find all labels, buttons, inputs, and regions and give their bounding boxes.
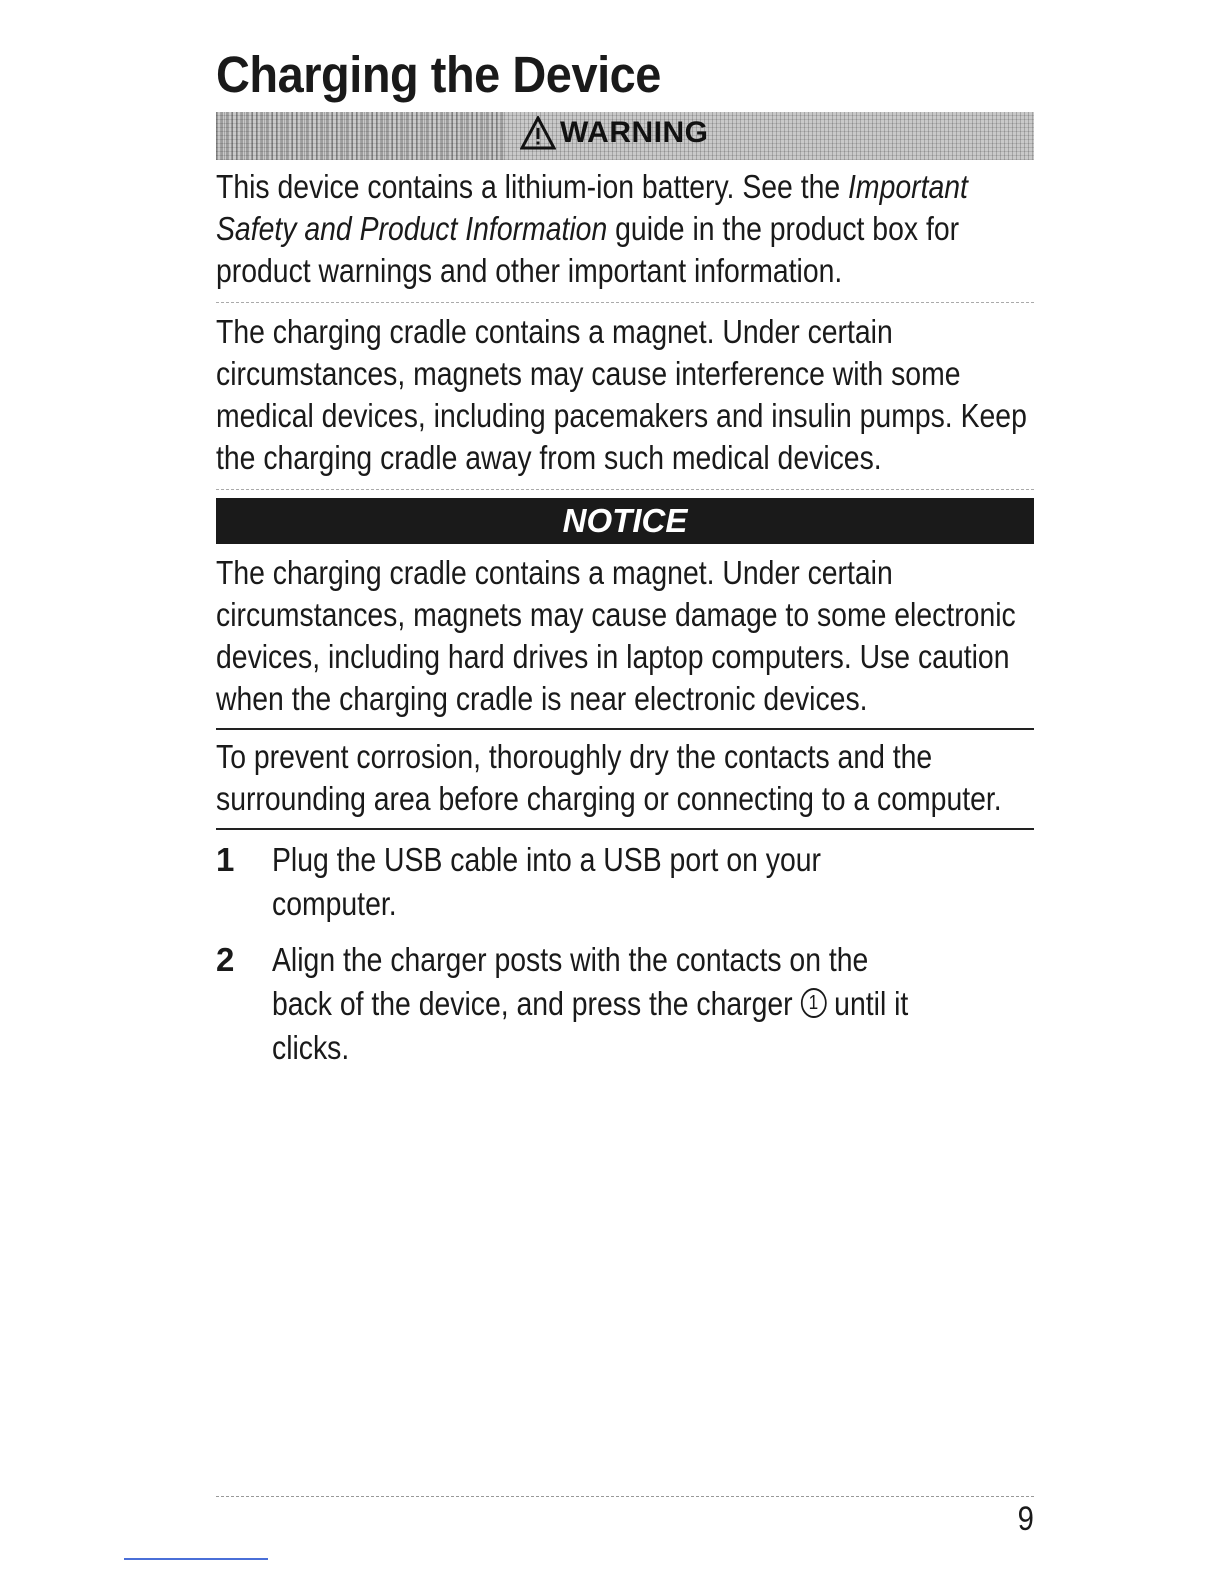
notice-magnet-paragraph: The charging cradle contains a magnet. Under certain circumstances, magnets may cause damage to some electronic devices, including hard drives in laptop computers. Use caution when the charging cradle is near electronic devices.	[216, 554, 1016, 717]
step-text-after: until it clicks.	[272, 985, 909, 1066]
warning-label: WARNING	[560, 116, 709, 149]
warning-label-group	[520, 116, 709, 150]
warning-magnet-paragraph: The charging cradle contains a magnet. Under certain circumstances, magnets may cause interference with some medical devices, including pacemakers and insulin pumps. Keep the charging cradle away from such medical devices.	[216, 313, 1027, 476]
notice-label: NOTICE	[562, 502, 688, 539]
step-item	[216, 838, 1034, 926]
warning-battery-text-suffix: guide in the product box for product warnings and other important information.	[216, 210, 960, 289]
warning-battery-text-prefix: This device contains a lithium-ion battery. See the	[216, 168, 849, 205]
notice-banner	[216, 498, 1034, 544]
footer-divider	[216, 1496, 1034, 1497]
warning-triangle-icon	[520, 116, 556, 150]
callout-number: 1	[800, 988, 826, 1018]
step-text-before: Align the charger posts with the contacts on the back of the device, and press the charger	[272, 941, 869, 1022]
step-number: 1	[216, 841, 235, 878]
step-number: 2	[216, 941, 235, 978]
divider	[216, 489, 1034, 490]
warning-battery-paragraph	[216, 166, 1032, 292]
page-number: 9	[1017, 1500, 1034, 1538]
safety-guide-title: Important Safety and Product Information	[216, 168, 968, 247]
page-content	[216, 40, 1034, 1082]
divider	[216, 828, 1034, 830]
step-item	[216, 938, 1034, 1070]
steps-list	[216, 838, 1034, 1070]
divider	[216, 302, 1034, 303]
divider	[216, 728, 1034, 730]
step-text: Plug the USB cable into a USB port on your computer.	[272, 841, 822, 922]
bottom-underline	[124, 1558, 268, 1560]
warning-banner	[216, 112, 1034, 160]
page-title: Charging the Device	[216, 46, 661, 103]
notice-corrosion-paragraph: To prevent corrosion, thoroughly dry the contacts and the surrounding area before charging or connecting to a computer.	[216, 738, 1002, 817]
step-text	[272, 938, 927, 1070]
